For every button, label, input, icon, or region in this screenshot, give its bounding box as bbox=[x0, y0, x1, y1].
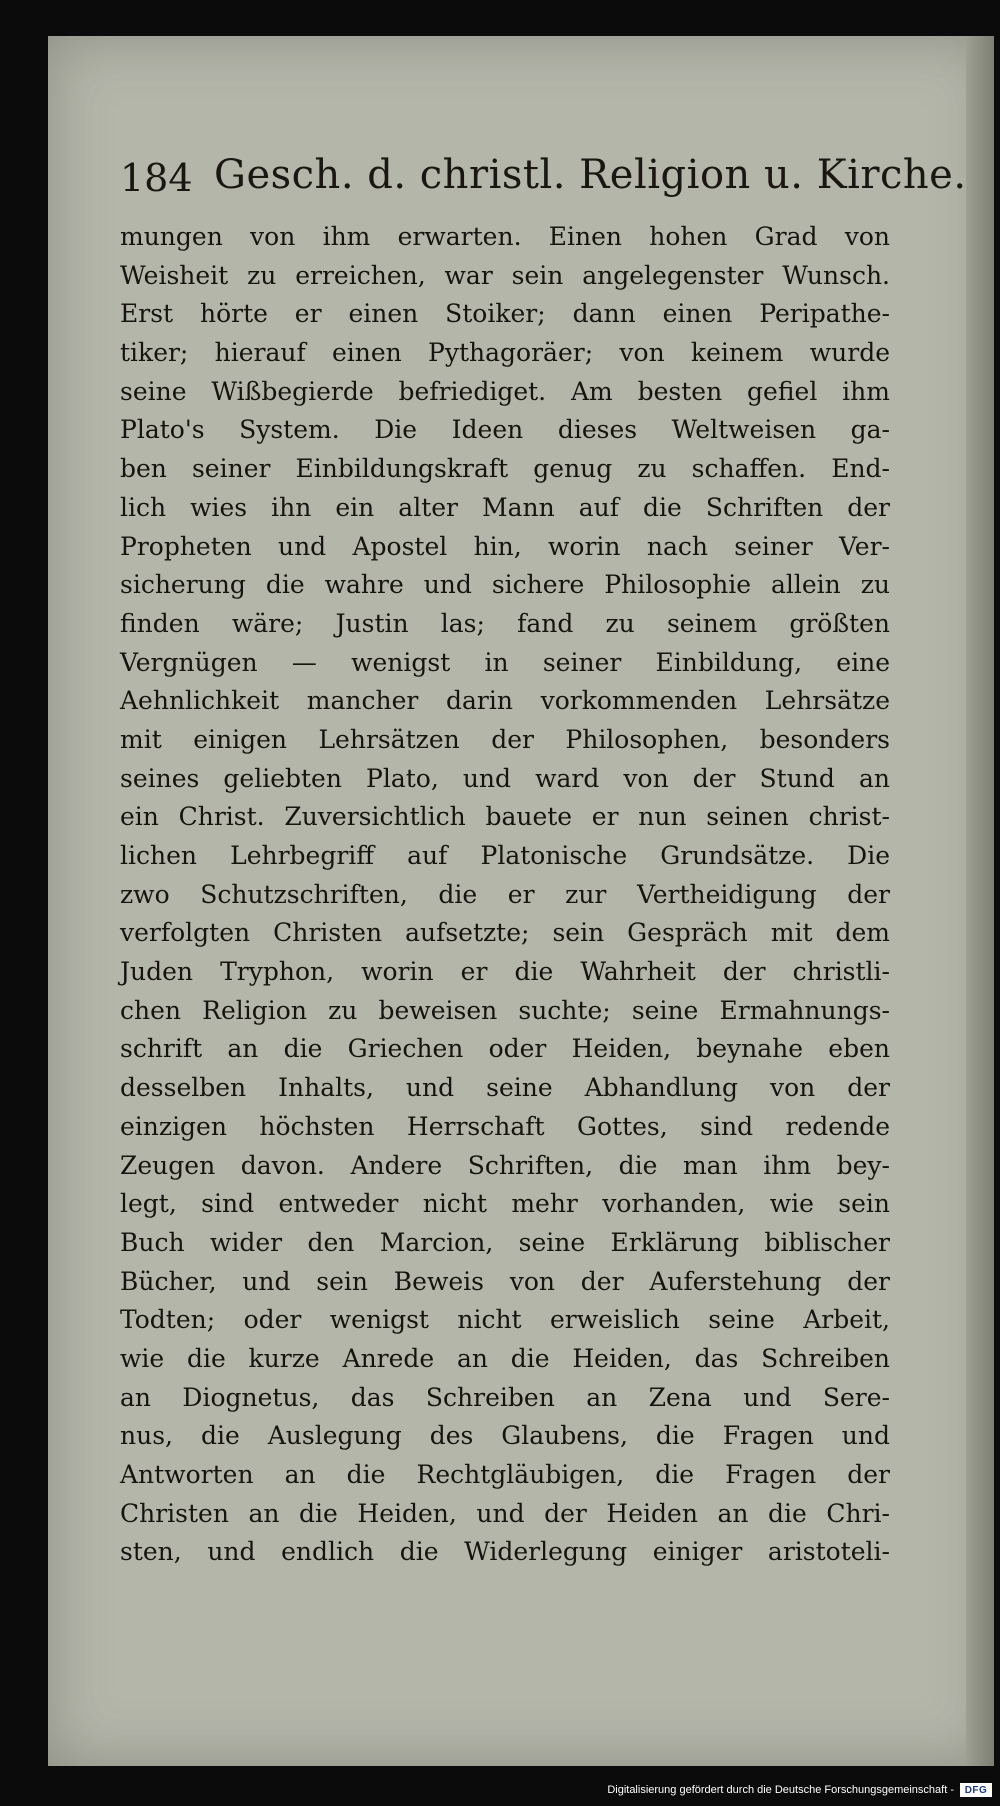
text-line: seines geliebten Plato, und ward von der Stund an bbox=[120, 763, 890, 793]
text-line: legt, sind entweder nicht mehr vorhanden, wie sein bbox=[120, 1189, 890, 1219]
page-edge bbox=[966, 36, 994, 1766]
text-line: zwo Schutzschriften, die er zur Vertheidigung der bbox=[120, 879, 890, 909]
text-line: finden wäre; Justin las; fand zu seinem größten bbox=[120, 608, 890, 638]
text-line: Plato's System. Die Ideen dieses Weltweisen ga- bbox=[120, 415, 890, 445]
body-text bbox=[120, 218, 890, 1572]
text-line: desselben Inhalts, und seine Abhandlung von der bbox=[120, 1073, 890, 1103]
text-line: nus, die Auslegung des Glaubens, die Fragen und bbox=[120, 1421, 890, 1451]
text-line: sicherung die wahre und sichere Philosophie allein zu bbox=[120, 570, 890, 600]
text-line: ein Christ. Zuversichtlich bauete er nun seinen christ- bbox=[120, 802, 890, 832]
page-header bbox=[120, 152, 967, 208]
page-number: 184 bbox=[120, 156, 193, 200]
text-line: mit einigen Lehrsätzen der Philosophen, besonders bbox=[120, 724, 890, 754]
text-line: Antworten an die Rechtgläubigen, die Fragen der bbox=[120, 1460, 890, 1489]
text-line: Erst hörte er einen Stoiker; dann einen Peripathe- bbox=[120, 299, 890, 329]
text-line: einzigen höchsten Herrschaft Gottes, sind redende bbox=[120, 1111, 890, 1141]
text-line: Vergnügen — wenigst in seiner Einbildung, eine bbox=[120, 647, 890, 677]
running-title: Gesch. d. christl. Religion u. Kirche. bbox=[214, 152, 967, 198]
text-line: sten, und endlich die Widerlegung einiger aristoteli- bbox=[120, 1537, 890, 1567]
text-line: Zeugen davon. Andere Schriften, die man ihm bey- bbox=[120, 1150, 890, 1180]
dfg-logo: DFG bbox=[960, 1783, 992, 1797]
text-line: Aehnlichkeit mancher darin vorkommenden Lehrsätze bbox=[120, 686, 890, 716]
text-line: Christen an die Heiden, und der Heiden an die Chri- bbox=[120, 1498, 890, 1528]
text-line: verfolgten Christen aufsetzte; sein Gespräch mit dem bbox=[120, 918, 890, 948]
text-line: ben seiner Einbildungskraft genug zu schaffen. End- bbox=[120, 454, 890, 484]
text-line: wie die kurze Anrede an die Heiden, das Schreiben bbox=[120, 1343, 890, 1373]
text-line: tiker; hierauf einen Pythagoräer; von keinem wurde bbox=[120, 338, 890, 368]
text-line: Juden Tryphon, worin er die Wahrheit der christli- bbox=[120, 957, 890, 987]
text-line: Weisheit zu erreichen, war sein angelegenster Wunsch. bbox=[120, 260, 890, 290]
text-line: seine Wißbegierde befriediget. Am besten gefiel ihm bbox=[120, 376, 890, 406]
text-line: chen Religion zu beweisen suchte; seine Ermahnungs- bbox=[120, 995, 890, 1025]
text-line: mungen von ihm erwarten. Einen hohen Grad von bbox=[120, 222, 890, 251]
text-line: lich wies ihn ein alter Mann auf die Schriften der bbox=[120, 492, 890, 522]
text-line: Bücher, und sein Beweis von der Auferstehung der bbox=[120, 1266, 890, 1296]
text-line: Propheten und Apostel hin, worin nach seiner Ver- bbox=[120, 531, 890, 561]
text-line: schrift an die Griechen oder Heiden, beynahe eben bbox=[120, 1034, 890, 1064]
footer-credit: Digitalisierung gefördert durch die Deutsche Forschungsgemeinschaft - bbox=[607, 1784, 954, 1796]
digitization-footer bbox=[607, 1783, 992, 1797]
text-line: Buch wider den Marcion, seine Erklärung biblischer bbox=[120, 1227, 890, 1257]
text-line: Todten; oder wenigst nicht erweislich seine Arbeit, bbox=[120, 1305, 890, 1335]
text-line: lichen Lehrbegriff auf Platonische Grundsätze. Die bbox=[120, 841, 890, 870]
text-line: an Diognetus, das Schreiben an Zena und Sere- bbox=[120, 1382, 890, 1412]
